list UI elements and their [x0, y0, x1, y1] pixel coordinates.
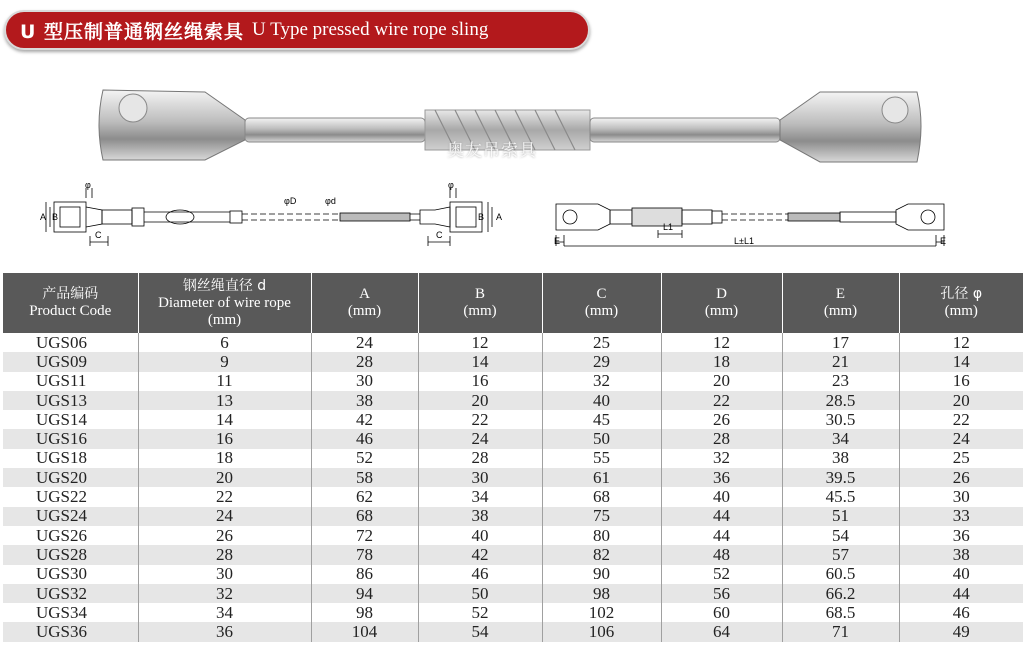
table-row [3, 449, 1023, 468]
cell-hole-diameter: 38 [899, 545, 1023, 564]
cell-c: 61 [542, 468, 661, 487]
header-diameter-unit: (mm) [207, 311, 242, 328]
cell-c: 32 [542, 372, 661, 391]
table-row [3, 487, 1023, 506]
label-e-left: E [554, 236, 561, 246]
cell-c: 45 [542, 410, 661, 429]
cell-diameter: 13 [138, 391, 311, 410]
label-e-right: E [940, 236, 947, 246]
table-body [3, 333, 1023, 642]
cell-e: 39.5 [782, 468, 899, 487]
cell-d: 60 [661, 603, 782, 622]
cell-a: 52 [311, 449, 418, 468]
header-d-unit: (mm) [704, 303, 739, 319]
cell-diameter: 26 [138, 526, 311, 545]
cell-a: 46 [311, 429, 418, 448]
cell-hole-diameter: 33 [899, 507, 1023, 526]
cell-e: 23 [782, 372, 899, 391]
cell-product-code: UGS22 [3, 487, 138, 506]
label-phi-d-lower: φd [325, 196, 336, 206]
cell-product-code: UGS13 [3, 391, 138, 410]
watermark: 奥友吊索具 [447, 141, 537, 161]
cell-b: 22 [418, 410, 542, 429]
header-e-label: E [835, 286, 846, 302]
cell-b: 16 [418, 372, 542, 391]
cell-c: 106 [542, 622, 661, 641]
cell-hole-diameter: 20 [899, 391, 1023, 410]
label-phi-left: φ [85, 180, 91, 190]
cell-e: 68.5 [782, 603, 899, 622]
cell-product-code: UGS26 [3, 526, 138, 545]
technical-drawing-side [40, 180, 505, 262]
cell-e: 51 [782, 507, 899, 526]
title-banner [4, 10, 590, 50]
cell-a: 78 [311, 545, 418, 564]
header-product-code [3, 273, 138, 333]
table-row [3, 565, 1023, 584]
label-a-right: A [496, 212, 503, 222]
cell-d: 52 [661, 565, 782, 584]
cell-c: 40 [542, 391, 661, 410]
header-b-label: B [474, 286, 485, 302]
cell-b: 14 [418, 352, 542, 371]
header-product-code-en: Product Code [29, 303, 112, 319]
cell-product-code: UGS16 [3, 429, 138, 448]
table-row [3, 410, 1023, 429]
cell-b: 40 [418, 526, 542, 545]
cell-diameter: 6 [138, 333, 311, 352]
header-hole-diameter-unit: (mm) [944, 303, 978, 319]
cell-diameter: 14 [138, 410, 311, 429]
cell-a: 62 [311, 487, 418, 506]
cell-c: 25 [542, 333, 661, 352]
header-d-label: D [716, 286, 727, 302]
label-l1: L1 [663, 222, 674, 232]
cell-e: 60.5 [782, 565, 899, 584]
cell-e: 30.5 [782, 410, 899, 429]
table-header-row [3, 273, 1023, 333]
header-c-unit: (mm) [584, 303, 619, 319]
cell-d: 26 [661, 410, 782, 429]
cell-diameter: 22 [138, 487, 311, 506]
table-row [3, 507, 1023, 526]
cell-hole-diameter: 46 [899, 603, 1023, 622]
label-phi-right: φ [448, 180, 454, 190]
cell-b: 38 [418, 507, 542, 526]
header-d [661, 273, 782, 333]
cell-c: 29 [542, 352, 661, 371]
cell-a: 24 [311, 333, 418, 352]
product-photo [95, 80, 925, 180]
cell-a: 58 [311, 468, 418, 487]
cell-b: 50 [418, 584, 542, 603]
cell-hole-diameter: 26 [899, 468, 1023, 487]
cell-d: 32 [661, 449, 782, 468]
cell-d: 20 [661, 372, 782, 391]
label-a-left: A [40, 212, 47, 222]
cell-diameter: 11 [138, 372, 311, 391]
cell-e: 66.2 [782, 584, 899, 603]
cell-diameter: 18 [138, 449, 311, 468]
table-row [3, 391, 1023, 410]
header-c-label: C [596, 286, 607, 302]
table-row [3, 526, 1023, 545]
cell-hole-diameter: 30 [899, 487, 1023, 506]
cell-e: 54 [782, 526, 899, 545]
table-row [3, 603, 1023, 622]
cell-product-code: UGS28 [3, 545, 138, 564]
label-l-plus-minus-l1: L±L1 [734, 236, 754, 246]
table-row [3, 429, 1023, 448]
table-row [3, 352, 1023, 371]
header-hole-diameter-cn: 孔径 φ [940, 286, 983, 302]
cell-b: 30 [418, 468, 542, 487]
cell-hole-diameter: 40 [899, 565, 1023, 584]
cell-hole-diameter: 25 [899, 449, 1023, 468]
header-e-unit: (mm) [823, 303, 858, 319]
label-c-right: C [436, 230, 443, 240]
header-a [311, 273, 418, 333]
cell-c: 82 [542, 545, 661, 564]
cell-hole-diameter: 36 [899, 526, 1023, 545]
cell-e: 45.5 [782, 487, 899, 506]
table-row [3, 545, 1023, 564]
cell-d: 18 [661, 352, 782, 371]
header-a-unit: (mm) [347, 303, 382, 319]
cell-diameter: 24 [138, 507, 311, 526]
header-a-label: A [359, 286, 370, 302]
cell-a: 30 [311, 372, 418, 391]
cell-b: 12 [418, 333, 542, 352]
table-row [3, 622, 1023, 641]
cell-diameter: 32 [138, 584, 311, 603]
cell-hole-diameter: 49 [899, 622, 1023, 641]
header-c [542, 273, 661, 333]
cell-diameter: 20 [138, 468, 311, 487]
cell-b: 28 [418, 449, 542, 468]
cell-hole-diameter: 16 [899, 372, 1023, 391]
header-b-unit: (mm) [463, 303, 497, 319]
cell-hole-diameter: 22 [899, 410, 1023, 429]
cell-a: 104 [311, 622, 418, 641]
cell-a: 42 [311, 410, 418, 429]
cell-b: 52 [418, 603, 542, 622]
cell-a: 38 [311, 391, 418, 410]
label-b-left: B [52, 212, 59, 222]
cell-product-code: UGS32 [3, 584, 138, 603]
cell-b: 34 [418, 487, 542, 506]
cell-d: 36 [661, 468, 782, 487]
cell-c: 55 [542, 449, 661, 468]
cell-a: 28 [311, 352, 418, 371]
cell-product-code: UGS34 [3, 603, 138, 622]
cell-b: 20 [418, 391, 542, 410]
cell-e: 71 [782, 622, 899, 641]
cell-e: 17 [782, 333, 899, 352]
header-diameter-en: Diameter of wire rope [158, 294, 291, 311]
cell-a: 94 [311, 584, 418, 603]
cell-a: 68 [311, 507, 418, 526]
cell-a: 72 [311, 526, 418, 545]
cell-a: 86 [311, 565, 418, 584]
cell-c: 75 [542, 507, 661, 526]
cell-c: 68 [542, 487, 661, 506]
table-row [3, 372, 1023, 391]
label-b-right: B [478, 212, 485, 222]
table-row [3, 333, 1023, 352]
cell-d: 40 [661, 487, 782, 506]
cell-d: 44 [661, 526, 782, 545]
header-diameter [138, 273, 311, 333]
cell-d: 28 [661, 429, 782, 448]
cell-b: 24 [418, 429, 542, 448]
cell-diameter: 34 [138, 603, 311, 622]
cell-product-code: UGS06 [3, 333, 138, 352]
cell-diameter: 9 [138, 352, 311, 371]
cell-d: 12 [661, 333, 782, 352]
title-cn: U 型压制普通钢丝绳索具 [20, 20, 245, 43]
cell-diameter: 16 [138, 429, 311, 448]
cell-hole-diameter: 12 [899, 333, 1023, 352]
cell-c: 90 [542, 565, 661, 584]
table-row [3, 468, 1023, 487]
table-row [3, 584, 1023, 603]
cell-e: 21 [782, 352, 899, 371]
cell-c: 50 [542, 429, 661, 448]
cell-b: 54 [418, 622, 542, 641]
cell-e: 28.5 [782, 391, 899, 410]
cell-d: 44 [661, 507, 782, 526]
cell-diameter: 28 [138, 545, 311, 564]
cell-c: 98 [542, 584, 661, 603]
header-b [418, 273, 542, 333]
header-e [782, 273, 899, 333]
cell-diameter: 36 [138, 622, 311, 641]
title-en: U Type pressed wire rope sling [252, 19, 489, 40]
cell-e: 57 [782, 545, 899, 564]
cell-hole-diameter: 44 [899, 584, 1023, 603]
cell-product-code: UGS30 [3, 565, 138, 584]
cell-d: 64 [661, 622, 782, 641]
cell-product-code: UGS24 [3, 507, 138, 526]
cell-c: 80 [542, 526, 661, 545]
spec-table [3, 273, 1023, 642]
cell-product-code: UGS14 [3, 410, 138, 429]
cell-hole-diameter: 14 [899, 352, 1023, 371]
cell-product-code: UGS18 [3, 449, 138, 468]
header-hole-diameter [899, 273, 1023, 333]
header-diameter-cn: 钢丝绳直径 d [182, 277, 267, 294]
cell-product-code: UGS11 [3, 372, 138, 391]
cell-c: 102 [542, 603, 661, 622]
cell-b: 42 [418, 545, 542, 564]
cell-b: 46 [418, 565, 542, 584]
cell-d: 56 [661, 584, 782, 603]
cell-product-code: UGS09 [3, 352, 138, 371]
header-product-code-cn: 产品编码 [42, 286, 99, 302]
cell-d: 48 [661, 545, 782, 564]
cell-a: 98 [311, 603, 418, 622]
cell-diameter: 30 [138, 565, 311, 584]
cell-hole-diameter: 24 [899, 429, 1023, 448]
cell-e: 34 [782, 429, 899, 448]
cell-e: 38 [782, 449, 899, 468]
label-phi-d-upper: φD [284, 196, 297, 206]
cell-product-code: UGS20 [3, 468, 138, 487]
cell-product-code: UGS36 [3, 622, 138, 641]
label-c-left: C [95, 230, 102, 240]
cell-d: 22 [661, 391, 782, 410]
technical-drawing-top [548, 180, 958, 262]
